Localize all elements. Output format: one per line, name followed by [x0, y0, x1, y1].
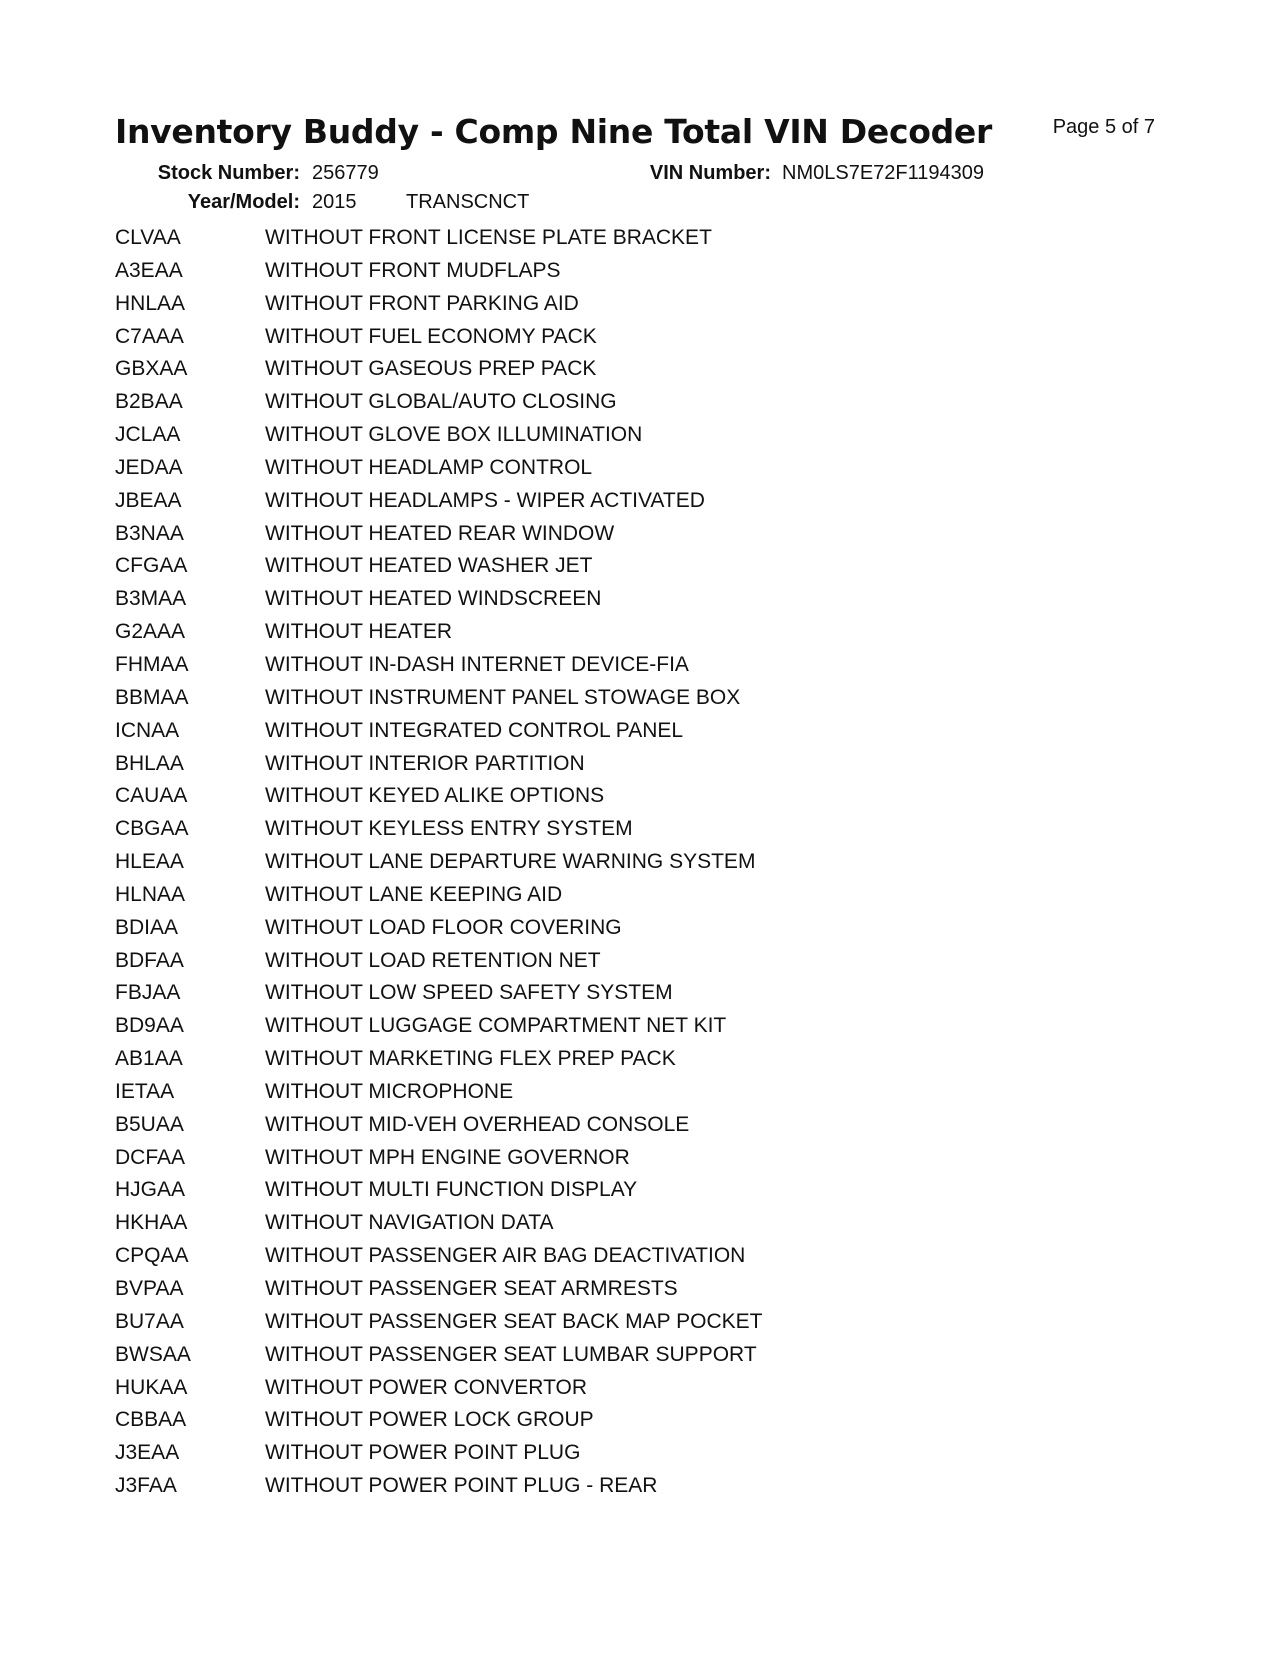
stock-number-label: Stock Number: [157, 162, 300, 184]
list-item [115, 456, 763, 489]
option-code: B3MAA [115, 587, 187, 611]
option-code: HKHAA [115, 1211, 188, 1235]
option-code: BBMAA [115, 685, 189, 709]
option-code: B3NAA [115, 521, 184, 545]
option-description: WITHOUT INSTRUMENT PANEL STOWAGE BOX [265, 685, 741, 709]
option-code: HUKAA [115, 1375, 188, 1399]
option-description: WITHOUT POWER POINT PLUG - REAR [265, 1474, 658, 1498]
option-code: FHMAA [115, 652, 189, 676]
list-item [115, 1408, 763, 1441]
option-code: CPQAA [115, 1244, 189, 1268]
list-item [115, 1244, 763, 1277]
option-description: WITHOUT IN-DASH INTERNET DEVICE-FIA [265, 652, 689, 676]
list-item [115, 1211, 763, 1244]
list-item [115, 817, 763, 850]
list-item [115, 916, 763, 949]
list-item [115, 1146, 763, 1179]
option-code: AB1AA [115, 1047, 183, 1071]
option-description: WITHOUT HEATED WASHER JET [265, 554, 593, 578]
list-item [115, 850, 763, 883]
list-item [115, 357, 763, 390]
option-code: BDFAA [115, 948, 184, 972]
year-value: 2015 [312, 191, 357, 213]
list-item [115, 883, 763, 916]
option-code: BHLAA [115, 751, 184, 775]
model-value: TRANSCNCT [406, 191, 530, 213]
list-item [115, 1441, 763, 1474]
option-description: WITHOUT PASSENGER AIR BAG DEACTIVATION [265, 1244, 746, 1268]
option-description: WITHOUT MID-VEH OVERHEAD CONSOLE [265, 1112, 690, 1136]
option-description: WITHOUT GLOVE BOX ILLUMINATION [265, 423, 643, 447]
option-description: WITHOUT INTERIOR PARTITION [265, 751, 585, 775]
option-description: WITHOUT LANE KEEPING AID [265, 882, 563, 906]
list-item [115, 1376, 763, 1409]
list-item [115, 686, 763, 719]
option-description: WITHOUT MPH ENGINE GOVERNOR [265, 1145, 630, 1169]
list-item [115, 620, 763, 653]
option-code: CFGAA [115, 554, 188, 578]
option-code: HLNAA [115, 882, 186, 906]
option-code: CAUAA [115, 784, 188, 808]
option-code: JCLAA [115, 423, 181, 447]
stock-number-value: 256779 [312, 162, 379, 184]
option-description: WITHOUT POWER POINT PLUG [265, 1441, 581, 1465]
option-description: WITHOUT PASSENGER SEAT ARMRESTS [265, 1277, 678, 1300]
option-description: WITHOUT MULTI FUNCTION DISPLAY [265, 1178, 638, 1202]
option-code: J3EAA [115, 1441, 180, 1465]
option-description: WITHOUT INTEGRATED CONTROL PANEL [265, 718, 684, 742]
list-item [115, 1474, 763, 1507]
option-description: WITHOUT GASEOUS PREP PACK [265, 357, 597, 381]
option-description: WITHOUT NAVIGATION DATA [265, 1211, 554, 1235]
list-item [115, 752, 763, 785]
year-model-label: Year/Model: [187, 191, 300, 213]
option-description: WITHOUT HEADLAMPS - WIPER ACTIVATED [265, 488, 705, 512]
option-code: GBXAA [115, 357, 188, 381]
option-code: CBBAA [115, 1408, 187, 1432]
option-description: WITHOUT KEYLESS ENTRY SYSTEM [265, 817, 633, 841]
option-code: G2AAA [115, 620, 186, 644]
option-code: B2BAA [115, 390, 183, 414]
option-description: WITHOUT FRONT MUDFLAPS [265, 258, 561, 282]
option-description: WITHOUT LANE DEPARTURE WARNING SYSTEM [265, 850, 756, 874]
list-item [115, 292, 763, 325]
option-code: HLEAA [115, 850, 184, 874]
option-description: WITHOUT LOW SPEED SAFETY SYSTEM [265, 981, 673, 1005]
option-code: HNLAA [115, 291, 186, 315]
option-description: WITHOUT PASSENGER SEAT LUMBAR SUPPORT [265, 1342, 757, 1366]
option-code: BD9AA [115, 1014, 184, 1038]
list-item [115, 423, 763, 456]
list-item [115, 1178, 763, 1211]
list-item [115, 719, 763, 752]
document-title: Inventory Buddy - Comp Nine Total VIN Decoder [115, 112, 992, 151]
option-description: WITHOUT HEADLAMP CONTROL [265, 455, 593, 479]
option-code: ICNAA [115, 718, 180, 742]
option-code: BWSAA [115, 1342, 191, 1366]
list-item [115, 1047, 763, 1080]
option-description: WITHOUT MICROPHONE [265, 1079, 514, 1103]
list-item [115, 390, 763, 423]
option-description: WITHOUT PASSENGER SEAT BACK MAP POCKET [265, 1309, 763, 1333]
option-code: CBGAA [115, 817, 189, 841]
page-number: Page 5 of 7 [1052, 116, 1155, 138]
option-code: BDIAA [115, 915, 179, 939]
list-item [115, 587, 763, 620]
option-code: C7AAA [115, 324, 184, 348]
option-code: B5UAA [115, 1112, 184, 1136]
list-item [115, 1080, 763, 1113]
option-code: HJGAA [115, 1178, 186, 1202]
list-item [115, 653, 763, 686]
list-item [115, 1277, 763, 1310]
list-item [115, 489, 763, 522]
option-description: WITHOUT FRONT PARKING AID [265, 291, 579, 315]
option-description: WITHOUT LOAD FLOOR COVERING [265, 915, 622, 939]
option-description: WITHOUT FUEL ECONOMY PACK [265, 324, 597, 348]
option-code: IETAA [115, 1079, 175, 1103]
list-item [115, 1310, 763, 1343]
list-item [115, 784, 763, 817]
list-item [115, 949, 763, 982]
list-item [115, 1343, 763, 1376]
option-description: WITHOUT POWER LOCK GROUP [265, 1408, 594, 1432]
list-item [115, 1014, 763, 1047]
option-description: WITHOUT KEYED ALIKE OPTIONS [265, 784, 605, 808]
option-code: A3EAA [115, 258, 183, 282]
list-item [115, 1113, 763, 1146]
option-code: FBJAA [115, 981, 181, 1005]
option-description: WITHOUT MARKETING FLEX PREP PACK [265, 1047, 676, 1071]
list-item [115, 554, 763, 587]
list-item [115, 259, 763, 292]
option-description: WITHOUT HEATED REAR WINDOW [265, 521, 615, 545]
option-description: WITHOUT HEATED WINDSCREEN [265, 587, 602, 611]
option-code-list [115, 226, 763, 1507]
list-item [115, 325, 763, 358]
option-description: WITHOUT LOAD RETENTION NET [265, 948, 601, 972]
option-description: WITHOUT HEATER [265, 620, 453, 644]
option-code: CLVAA [115, 226, 181, 249]
option-code: DCFAA [115, 1145, 186, 1169]
option-code: BVPAA [115, 1277, 184, 1300]
option-code: JBEAA [115, 488, 182, 512]
list-item [115, 226, 763, 259]
option-description: WITHOUT GLOBAL/AUTO CLOSING [265, 390, 617, 414]
option-description: WITHOUT LUGGAGE COMPARTMENT NET KIT [265, 1014, 727, 1038]
list-item [115, 981, 763, 1014]
option-description: WITHOUT POWER CONVERTOR [265, 1375, 588, 1399]
list-item [115, 522, 763, 555]
option-code: J3FAA [115, 1474, 177, 1498]
option-code: BU7AA [115, 1309, 184, 1333]
vin-number-value: NM0LS7E72F1194309 [782, 162, 984, 184]
vin-number-label: VIN Number: [649, 162, 771, 184]
option-description: WITHOUT FRONT LICENSE PLATE BRACKET [265, 226, 712, 249]
option-code: JEDAA [115, 455, 183, 479]
